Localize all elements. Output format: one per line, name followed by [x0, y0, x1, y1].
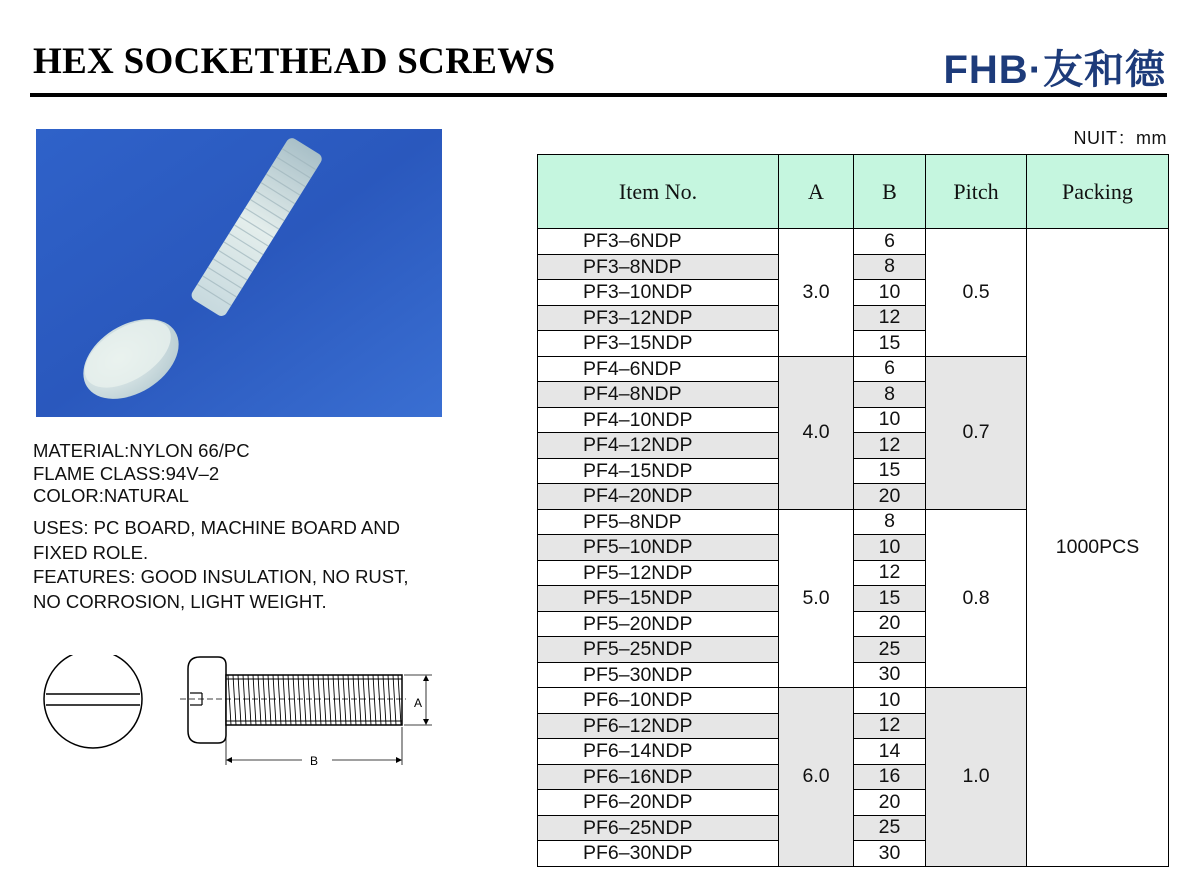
item-no-cell: PF3–10NDP: [538, 280, 779, 306]
b-cell: 6: [854, 356, 926, 382]
screw-drawing: [40, 655, 440, 780]
b-cell: 10: [854, 535, 926, 561]
item-no-cell: PF3–15NDP: [538, 331, 779, 357]
b-cell: 12: [854, 305, 926, 331]
item-no-cell: PF6–20NDP: [538, 790, 779, 816]
item-no-cell: PF6–10NDP: [538, 688, 779, 714]
a-cell: 4.0: [779, 356, 854, 509]
item-no-cell: PF3–12NDP: [538, 305, 779, 331]
spec-table: [537, 154, 1169, 867]
header-packing: Packing: [1027, 155, 1169, 229]
pitch-cell: 0.7: [926, 356, 1027, 509]
b-cell: 30: [854, 662, 926, 688]
item-no-cell: PF3–8NDP: [538, 254, 779, 280]
b-cell: 16: [854, 764, 926, 790]
table-body: [538, 229, 1169, 867]
color-text: COLOR:NATURAL: [33, 485, 189, 506]
material-specs: [33, 440, 250, 508]
b-cell: 15: [854, 586, 926, 612]
unit-label: NUIT：mm: [1073, 128, 1167, 148]
pitch-cell: 0.8: [926, 509, 1027, 688]
item-no-cell: PF4–20NDP: [538, 484, 779, 510]
b-cell: 25: [854, 637, 926, 663]
uses-line-2: FIXED ROLE.: [33, 541, 149, 563]
dimension-b-label: B: [310, 754, 319, 768]
page-title: HEX SOCKETHEAD SCREWS: [33, 41, 556, 82]
packing-cell: 1000PCS: [1027, 229, 1169, 867]
table-row: [538, 229, 1169, 255]
item-no-cell: PF4–10NDP: [538, 407, 779, 433]
b-cell: 10: [854, 407, 926, 433]
item-no-cell: PF4–12NDP: [538, 433, 779, 459]
header-b: B: [854, 155, 926, 229]
b-cell: 8: [854, 509, 926, 535]
b-cell: 30: [854, 841, 926, 867]
product-photo: [36, 129, 442, 417]
item-no-cell: PF6–16NDP: [538, 764, 779, 790]
b-cell: 20: [854, 790, 926, 816]
item-no-cell: PF5–12NDP: [538, 560, 779, 586]
header-divider: [30, 93, 1167, 97]
b-cell: 15: [854, 331, 926, 357]
dimension-a-label: A: [414, 696, 423, 710]
item-no-cell: PF5–10NDP: [538, 535, 779, 561]
b-cell: 20: [854, 611, 926, 637]
b-cell: 10: [854, 280, 926, 306]
header-a: A: [779, 155, 854, 229]
b-cell: 8: [854, 254, 926, 280]
b-cell: 6: [854, 229, 926, 255]
a-cell: 3.0: [779, 229, 854, 357]
item-no-cell: PF6–30NDP: [538, 841, 779, 867]
item-no-cell: PF6–14NDP: [538, 739, 779, 765]
uses-features: [33, 516, 409, 614]
flame-class-text: FLAME CLASS:94V–2: [33, 462, 220, 484]
a-cell: 6.0: [779, 688, 854, 867]
item-no-cell: PF4–6NDP: [538, 356, 779, 382]
b-cell: 12: [854, 560, 926, 586]
b-cell: 10: [854, 688, 926, 714]
pitch-cell: 0.5: [926, 229, 1027, 357]
item-no-cell: PF5–30NDP: [538, 662, 779, 688]
b-cell: 8: [854, 382, 926, 408]
b-cell: 12: [854, 713, 926, 739]
item-no-cell: PF4–15NDP: [538, 458, 779, 484]
item-no-cell: PF3–6NDP: [538, 229, 779, 255]
uses-line-1: USES: PC BOARD, MACHINE BOARD AND: [33, 517, 400, 538]
features-line-2: NO CORROSION, LIGHT WEIGHT.: [33, 590, 327, 612]
b-cell: 20: [854, 484, 926, 510]
b-cell: 25: [854, 815, 926, 841]
item-no-cell: PF5–8NDP: [538, 509, 779, 535]
features-line-1: FEATURES: GOOD INSULATION, NO RUST,: [33, 566, 409, 587]
table-header-row: [538, 155, 1169, 229]
brand-logo: FHB·友和德: [943, 48, 1166, 92]
header-item-no: Item No.: [538, 155, 779, 229]
b-cell: 15: [854, 458, 926, 484]
b-cell: 14: [854, 739, 926, 765]
item-no-cell: PF5–25NDP: [538, 637, 779, 663]
item-no-cell: PF5–20NDP: [538, 611, 779, 637]
material-text: MATERIAL:NYLON 66/PC: [33, 440, 250, 461]
b-cell: 12: [854, 433, 926, 459]
pitch-cell: 1.0: [926, 688, 1027, 867]
item-no-cell: PF4–8NDP: [538, 382, 779, 408]
item-no-cell: PF5–15NDP: [538, 586, 779, 612]
item-no-cell: PF6–25NDP: [538, 815, 779, 841]
a-cell: 5.0: [779, 509, 854, 688]
item-no-cell: PF6–12NDP: [538, 713, 779, 739]
header-pitch: Pitch: [926, 155, 1027, 229]
